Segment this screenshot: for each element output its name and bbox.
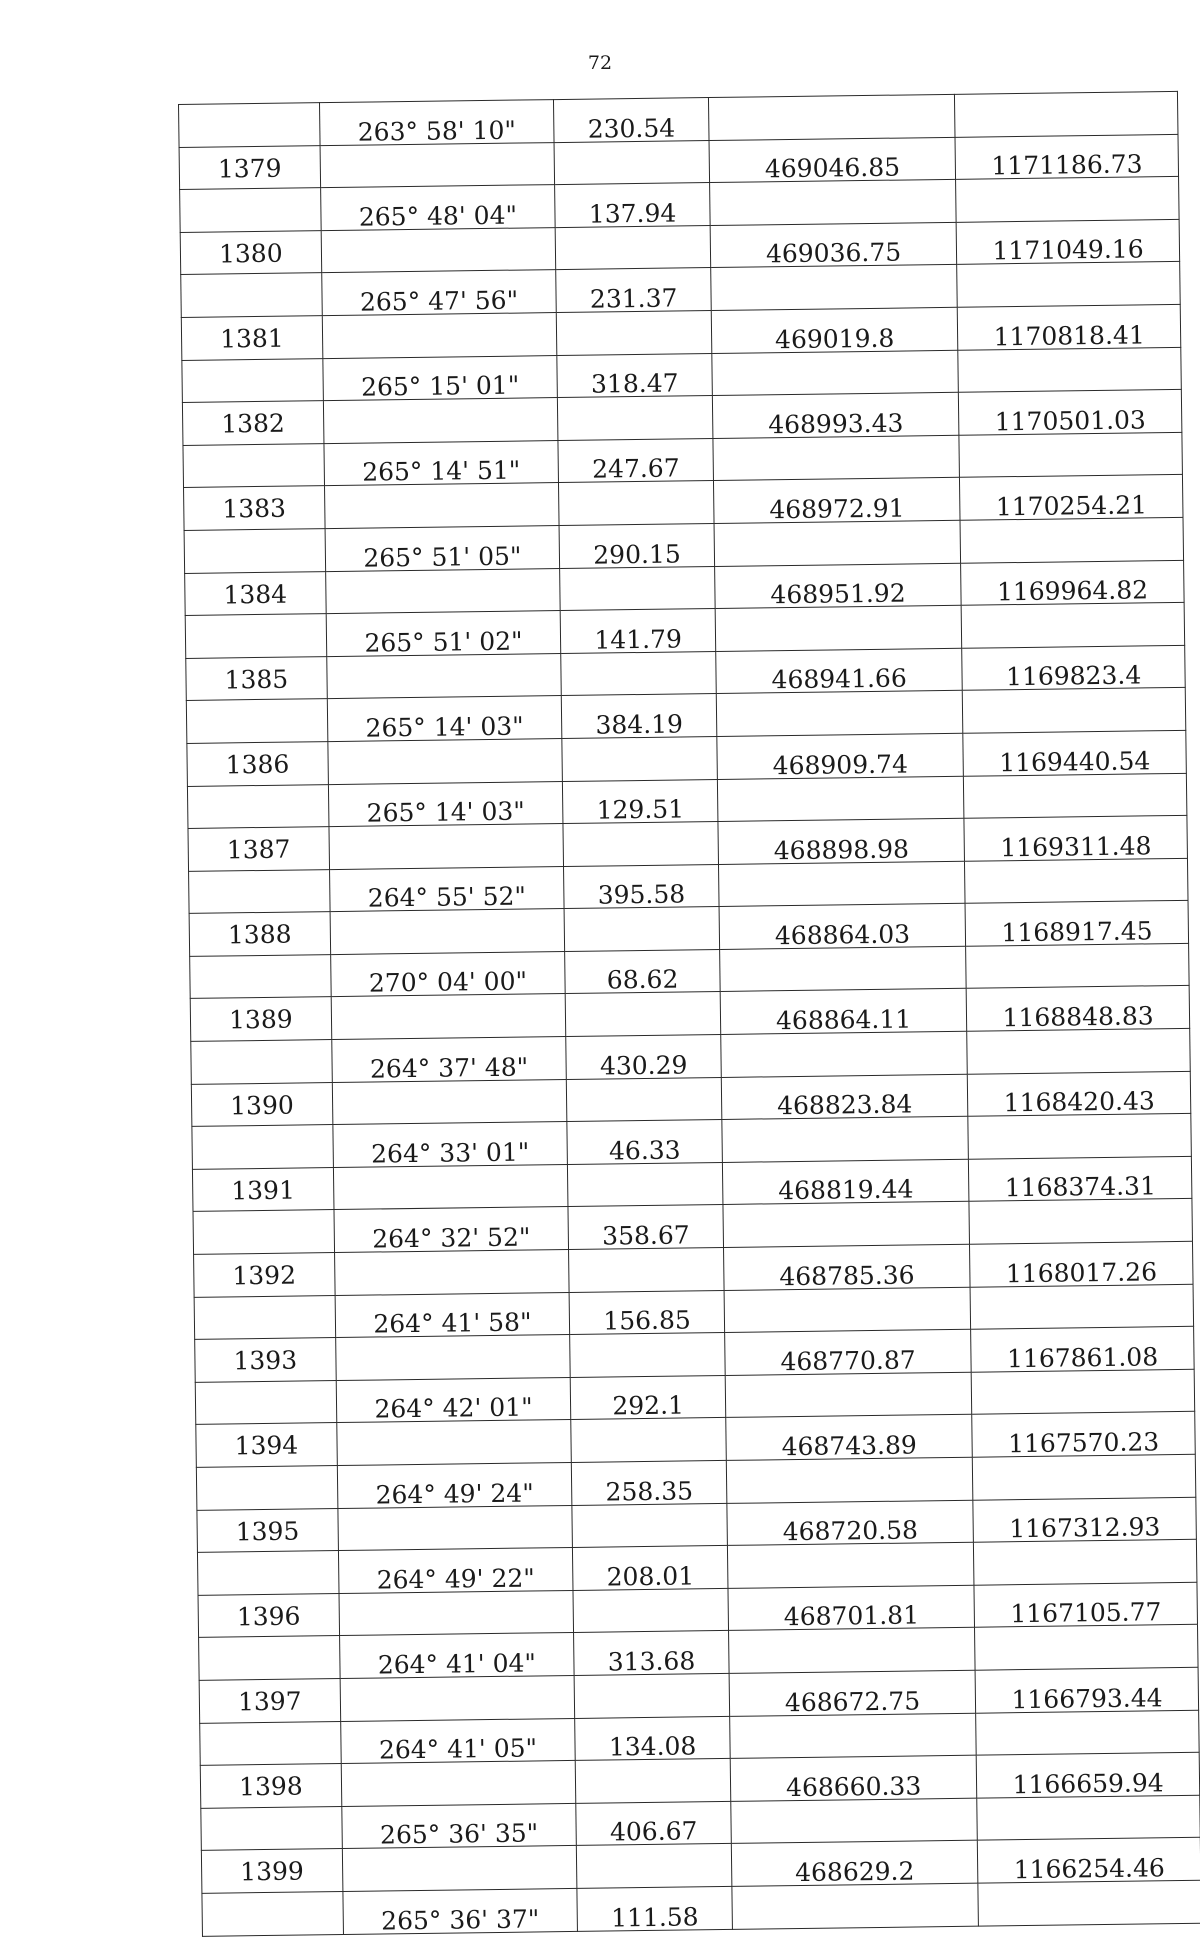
distance-cell <box>565 992 720 1037</box>
easting-cell: 1169311.48 <box>964 815 1187 861</box>
easting-cell: 1167312.93 <box>973 1497 1196 1543</box>
northing-cell <box>711 265 958 311</box>
station-cell: 1391 <box>192 1167 333 1211</box>
station-cell: 1399 <box>201 1849 342 1893</box>
station-cell: 1397 <box>199 1678 340 1722</box>
northing-cell: 468909.74 <box>717 733 964 779</box>
station-cell <box>193 1210 334 1254</box>
easting-cell <box>961 602 1184 648</box>
bearing-cell <box>324 483 559 529</box>
station-cell <box>202 1891 343 1935</box>
easting-cell <box>955 91 1178 137</box>
bearing-cell <box>329 824 564 870</box>
station-cell: 1395 <box>197 1508 338 1552</box>
distance-cell <box>573 1588 728 1633</box>
bearing-cell: 265° 14' 03" <box>327 696 562 742</box>
easting-cell: 1169964.82 <box>961 560 1184 606</box>
northing-cell: 468701.81 <box>728 1585 975 1631</box>
northing-cell: 468941.66 <box>716 648 963 694</box>
bearing-cell <box>321 227 556 273</box>
distance-cell: 292.1 <box>570 1375 725 1420</box>
distance-cell: 129.51 <box>563 779 718 824</box>
northing-cell <box>715 605 962 651</box>
easting-cell <box>977 1795 1200 1841</box>
station-cell: 1392 <box>194 1253 335 1297</box>
distance-cell: 313.68 <box>574 1631 729 1676</box>
distance-cell: 141.79 <box>560 609 715 654</box>
bearing-cell <box>320 142 555 188</box>
table-body <box>179 91 1200 1935</box>
station-cell <box>199 1636 340 1680</box>
distance-cell <box>577 1844 732 1889</box>
easting-cell: 1171049.16 <box>956 219 1179 265</box>
station-cell <box>185 614 326 658</box>
distance-cell: 395.58 <box>564 864 719 909</box>
easting-cell: 1170254.21 <box>960 475 1183 521</box>
northing-cell <box>714 520 961 566</box>
easting-cell: 1166254.46 <box>977 1838 1200 1884</box>
distance-cell: 68.62 <box>565 949 720 994</box>
easting-cell <box>962 688 1185 734</box>
distance-cell <box>571 1418 726 1463</box>
northing-cell <box>712 350 959 396</box>
station-cell: 1393 <box>195 1338 336 1382</box>
station-cell <box>179 103 320 147</box>
station-cell <box>180 188 321 232</box>
distance-cell: 358.67 <box>568 1205 723 1250</box>
distance-cell <box>568 1162 723 1207</box>
easting-cell <box>970 1284 1193 1330</box>
station-cell: 1387 <box>188 827 329 871</box>
easting-cell <box>967 1028 1190 1074</box>
distance-cell: 156.85 <box>569 1290 724 1335</box>
station-cell: 1389 <box>190 997 331 1041</box>
bearing-cell <box>333 1164 568 1210</box>
station-cell: 1380 <box>180 230 321 274</box>
northing-cell: 468770.87 <box>725 1329 972 1375</box>
distance-cell <box>561 651 716 696</box>
easting-cell <box>960 517 1183 563</box>
easting-cell <box>972 1454 1195 1500</box>
bearing-cell <box>332 1079 567 1125</box>
station-cell <box>201 1806 342 1850</box>
easting-cell <box>958 347 1181 393</box>
bearing-cell: 264° 32' 52" <box>334 1207 569 1253</box>
northing-cell <box>720 946 967 992</box>
bearing-cell: 264° 49' 22" <box>338 1548 573 1594</box>
distance-cell <box>575 1759 730 1804</box>
station-cell: 1388 <box>189 912 330 956</box>
easting-cell: 1168017.26 <box>970 1241 1193 1287</box>
easting-cell <box>978 1880 1200 1926</box>
bearing-cell <box>342 1846 577 1892</box>
northing-cell: 468720.58 <box>727 1500 974 1546</box>
northing-cell: 468993.43 <box>712 392 959 438</box>
northing-cell: 468864.11 <box>720 989 967 1035</box>
northing-cell: 468743.89 <box>726 1415 973 1461</box>
station-cell: 1383 <box>184 486 325 530</box>
northing-cell <box>730 1713 977 1759</box>
distance-cell <box>558 396 713 441</box>
station-cell <box>192 1125 333 1169</box>
easting-cell: 1169440.54 <box>963 730 1186 776</box>
bearing-cell: 264° 37' 48" <box>331 1037 566 1083</box>
distance-cell <box>569 1247 724 1292</box>
easting-cell <box>975 1625 1198 1671</box>
northing-cell: 469036.75 <box>710 222 957 268</box>
easting-cell: 1171186.73 <box>955 134 1178 180</box>
easting-cell <box>964 773 1187 819</box>
distance-cell: 247.67 <box>558 438 713 483</box>
northing-cell <box>731 1798 978 1844</box>
station-cell <box>190 954 331 998</box>
bearing-cell: 264° 55' 52" <box>329 866 564 912</box>
bearing-cell: 265° 14' 51" <box>324 440 559 486</box>
station-cell <box>196 1466 337 1510</box>
distance-cell: 230.54 <box>554 98 709 143</box>
bearing-cell: 264° 41' 58" <box>335 1292 570 1338</box>
northing-cell: 469046.85 <box>709 137 956 183</box>
distance-cell: 384.19 <box>561 694 716 739</box>
northing-cell: 469019.8 <box>711 307 958 353</box>
easting-cell <box>976 1710 1199 1756</box>
northing-cell <box>724 1287 971 1333</box>
bearing-cell: 265° 51' 02" <box>326 611 561 657</box>
station-cell <box>183 443 324 487</box>
station-cell: 1396 <box>198 1593 339 1637</box>
distance-cell: 208.01 <box>573 1546 728 1591</box>
distance-cell: 231.37 <box>556 268 711 313</box>
station-cell: 1381 <box>181 316 322 360</box>
distance-cell: 406.67 <box>576 1801 731 1846</box>
easting-cell <box>971 1369 1194 1415</box>
bearing-cell: 264° 49' 24" <box>337 1462 572 1508</box>
easting-cell <box>974 1539 1197 1585</box>
station-cell: 1379 <box>179 145 320 189</box>
bearing-cell <box>334 1250 569 1296</box>
station-cell <box>200 1721 341 1765</box>
northing-cell <box>713 435 960 481</box>
northing-cell: 468819.44 <box>722 1159 969 1205</box>
page-number: 72 <box>587 52 613 74</box>
distance-cell <box>562 736 717 781</box>
station-cell: 1390 <box>191 1082 332 1126</box>
northing-cell <box>708 94 955 140</box>
easting-cell: 1166793.44 <box>975 1667 1198 1713</box>
station-cell <box>189 869 330 913</box>
easting-cell <box>969 1199 1192 1245</box>
easting-cell: 1170501.03 <box>959 390 1182 436</box>
easting-cell <box>959 432 1182 478</box>
station-cell: 1385 <box>186 656 327 700</box>
easting-cell: 1168420.43 <box>967 1071 1190 1117</box>
bearing-cell: 265° 36' 35" <box>341 1803 576 1849</box>
station-cell <box>186 699 327 743</box>
northing-cell <box>725 1372 972 1418</box>
easting-cell: 1166659.94 <box>976 1752 1199 1798</box>
easting-cell: 1170818.41 <box>957 304 1180 350</box>
survey-traverse-table <box>178 91 1200 1936</box>
northing-cell <box>729 1628 976 1674</box>
bearing-cell <box>340 1675 575 1721</box>
bearing-cell: 265° 48' 04" <box>320 185 555 231</box>
northing-cell: 468629.2 <box>731 1841 978 1887</box>
distance-cell: 111.58 <box>577 1886 732 1931</box>
distance-cell <box>570 1333 725 1378</box>
bearing-cell: 264° 33' 01" <box>333 1122 568 1168</box>
bearing-cell <box>336 1420 571 1466</box>
bearing-cell <box>326 653 561 699</box>
easting-cell: 1169823.4 <box>962 645 1185 691</box>
northing-cell <box>721 1031 968 1077</box>
northing-cell <box>716 691 963 737</box>
distance-cell <box>559 481 714 526</box>
distance-cell <box>556 311 711 356</box>
northing-cell: 468660.33 <box>730 1755 977 1801</box>
northing-cell: 468823.84 <box>721 1074 968 1120</box>
station-cell <box>197 1551 338 1595</box>
distance-cell: 318.47 <box>557 353 712 398</box>
bearing-cell <box>339 1590 574 1636</box>
bearing-cell <box>335 1335 570 1381</box>
bearing-cell <box>338 1505 573 1551</box>
easting-cell: 1167105.77 <box>974 1582 1197 1628</box>
easting-cell: 1168917.45 <box>965 901 1188 947</box>
distance-cell: 137.94 <box>555 183 710 228</box>
bearing-cell: 270° 04' 00" <box>330 951 565 997</box>
station-cell: 1386 <box>187 742 328 786</box>
distance-cell: 290.15 <box>559 523 714 568</box>
distance-cell: 46.33 <box>567 1120 722 1165</box>
northing-cell <box>726 1457 973 1503</box>
northing-cell <box>722 1116 969 1162</box>
northing-cell: 468898.98 <box>718 818 965 864</box>
station-cell: 1394 <box>196 1423 337 1467</box>
bearing-cell <box>331 994 566 1040</box>
distance-cell: 258.35 <box>572 1460 727 1505</box>
distance-cell: 430.29 <box>566 1035 721 1080</box>
bearing-cell <box>322 313 557 359</box>
station-cell: 1382 <box>182 401 323 445</box>
station-cell: 1384 <box>185 571 326 615</box>
station-cell <box>187 784 328 828</box>
northing-cell <box>718 861 965 907</box>
bearing-cell <box>341 1761 576 1807</box>
northing-cell <box>732 1883 979 1929</box>
northing-cell: 468672.75 <box>729 1670 976 1716</box>
distance-cell: 134.08 <box>575 1716 730 1761</box>
distance-cell <box>567 1077 722 1122</box>
station-cell: 1398 <box>200 1764 341 1808</box>
northing-cell: 468972.91 <box>713 478 960 524</box>
bearing-cell <box>323 398 558 444</box>
northing-cell <box>717 776 964 822</box>
station-cell <box>195 1380 336 1424</box>
distance-cell <box>555 225 710 270</box>
bearing-cell: 265° 14' 03" <box>328 781 563 827</box>
distance-cell <box>572 1503 727 1548</box>
bearing-cell: 265° 51' 05" <box>325 525 560 571</box>
northing-cell: 468785.36 <box>723 1244 970 1290</box>
bearing-cell <box>325 568 560 614</box>
northing-cell: 468951.92 <box>715 563 962 609</box>
easting-cell <box>956 177 1179 223</box>
easting-cell <box>968 1114 1191 1160</box>
bearing-cell: 265° 47' 56" <box>321 270 556 316</box>
bearing-cell: 264° 41' 04" <box>339 1633 574 1679</box>
bearing-cell: 265° 15' 01" <box>323 355 558 401</box>
easting-cell: 1168374.31 <box>969 1156 1192 1202</box>
northing-cell <box>727 1542 974 1588</box>
northing-cell: 468864.03 <box>719 904 966 950</box>
bearing-cell: 264° 41' 05" <box>340 1718 575 1764</box>
easting-cell <box>965 858 1188 904</box>
bearing-cell: 263° 58' 10" <box>319 100 554 146</box>
northing-cell <box>710 180 957 226</box>
easting-cell: 1167570.23 <box>972 1412 1195 1458</box>
easting-cell: 1168848.83 <box>966 986 1189 1032</box>
distance-cell <box>554 140 709 185</box>
station-cell <box>194 1295 335 1339</box>
distance-cell <box>564 907 719 952</box>
station-cell <box>191 1040 332 1084</box>
easting-cell: 1167861.08 <box>971 1327 1194 1373</box>
distance-cell <box>560 566 715 611</box>
station-cell <box>181 273 322 317</box>
bearing-cell <box>330 909 565 955</box>
station-cell <box>184 529 325 573</box>
distance-cell <box>574 1673 729 1718</box>
bearing-cell <box>328 738 563 784</box>
bearing-cell: 265° 36' 37" <box>343 1888 578 1934</box>
station-cell <box>182 358 323 402</box>
easting-cell <box>966 943 1189 989</box>
distance-cell <box>563 822 718 867</box>
bearing-cell: 264° 42' 01" <box>336 1377 571 1423</box>
northing-cell <box>723 1202 970 1248</box>
easting-cell <box>957 262 1180 308</box>
